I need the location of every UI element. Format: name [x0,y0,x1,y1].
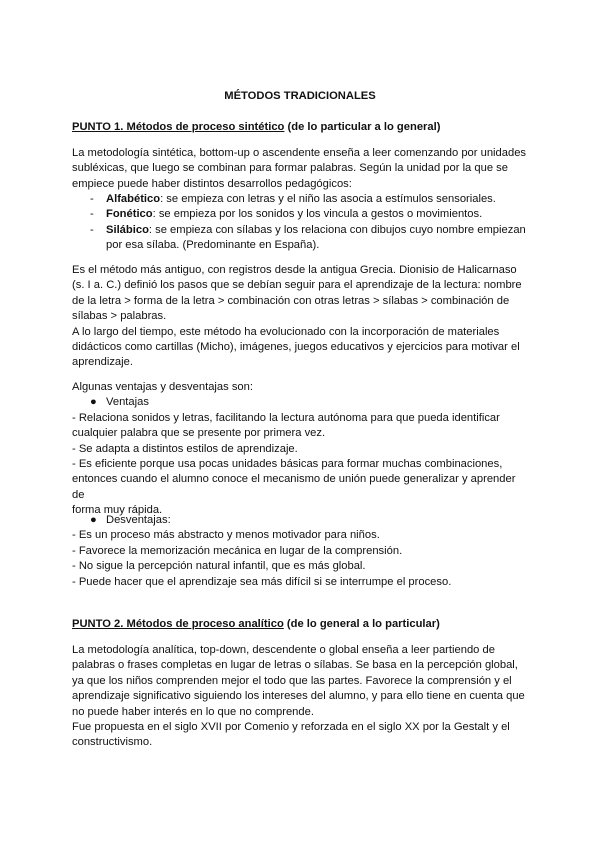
text-line: (s. I a. C.) definió los pasos que se debían seguir para el aprendizaje de la lectura: nombre [72,279,522,292]
punto1-history [72,263,528,371]
desventajas-section [72,513,528,590]
method-desc-cont: por esa sílaba. (Predominante en España). [106,239,320,252]
page-title: MÉTODOS TRADICIONALES [224,90,376,102]
bullet-icon: ● [90,396,97,409]
text-line: Es el método más antiguo, con registros desde la antigua Grecia. Dionisio de Halicarnaso [72,264,517,276]
text-line: entonces cuando el alumno conoce el mecanismo de unión puede generalizar y aprender de [72,473,516,501]
text-line: La metodología sintética, bottom-up o ascendente enseña a leer comenzando por unidades [72,147,527,159]
method-name: Silábico [106,223,149,236]
text-line: ya que los niños comprenden mejor el todo que las partes. Favorece la comprensión y el [72,674,512,687]
text-line: sílabas > palabras. [72,310,167,323]
method-name: Fonético [106,208,153,221]
list-item [72,207,528,222]
bullet-icon: ● [90,514,97,526]
text-line: - Favorece la memorización mecánica en lugar de la comprensión. [72,544,403,557]
text-line: La metodología analítica, top-down, descendente o global enseña a leer partiendo de [72,644,495,656]
text-line: cualquier palabra que se presente por primera vez. [72,427,326,440]
punto2-body [72,643,528,751]
text-line: aprendizaje significativo siguiendo los intereses del alumno, y para ello tiene en cuenta que [72,690,525,703]
desventajas-label: ● Desventajas: [72,513,528,528]
method-desc: : se empieza con sílabas y los relaciona con dibujos cuyo nombre empiezan [148,223,526,236]
punto2-heading-sub: (de lo general a lo particular) [283,618,440,630]
text-line: aprendizaje. [72,356,133,369]
text-line: Fue propuesta en el siglo XVII por Comenio y reforzada en el siglo XX por la Gestalt y el [72,721,510,734]
ventajas-label: ● Ventajas [72,395,528,410]
text-line: - Se adapta a distintos estilos de aprendizaje. [72,442,298,455]
punto1-heading-main: PUNTO 1. Métodos de proceso sintético [72,121,285,133]
text-line: - Es eficiente porque usa pocas unidades básicas para formar muchas combinaciones, [72,458,503,471]
punto1-heading-sub: (de lo particular a lo general) [284,121,441,133]
dash-icon: - [90,193,94,205]
dash-icon: - [90,208,94,221]
punto1-heading [72,120,440,135]
text-line: no puede haber interés en lo que no comprende. [72,705,314,718]
text-line: - Relaciona sonidos y letras, facilitando la lectura autónoma para que pueda identificar [72,411,500,424]
pros-cons-intro: Algunas ventajas y desventajas son: [72,381,253,393]
list-item [72,223,528,254]
method-name: Alfabético [106,193,161,205]
methods-list [72,192,528,254]
text-line: A lo largo del tiempo, este método ha evolucionado con la incorporación de materiales [72,325,500,338]
punto1-intro [72,146,528,192]
text-line: empiece puede haber distintos desarrollos pedagógicos: [72,177,352,190]
list-item [72,192,528,207]
text-line: didácticos como cartillas (Micho), imágenes, juegos educativos y ejercicios para motivar el [72,341,520,354]
text-line: - No sigue la percepción natural infantil, que es más global. [72,560,366,573]
text-line: constructivismo. [72,736,153,749]
text-line: palabras o frases completas en lugar de letras o sílabas. Se basa en la percepción global, [72,659,518,672]
text-line: de la letra > forma de la letra > combinación con otras letras > sílabas > combinación de [72,294,510,307]
dash-icon: - [90,223,94,236]
method-desc: : se empieza por los sonidos y los vincula a gestos o movimientos. [152,208,483,221]
pros-cons [72,380,528,519]
punto2-heading-main: PUNTO 2. Métodos de proceso analítico [72,618,284,630]
text-line: forma muy rápida. [72,504,163,517]
method-desc: : se empieza con letras y el niño las asocia a estímulos sensoriales. [160,193,496,205]
text-line: subléxicas, que luego se combinan para formar palabras. Según la unidad por la que se [72,162,508,175]
text-line: - Es un proceso más abstracto y menos motivador para niños. [72,529,380,542]
text-line: - Puede hacer que el aprendizaje sea más difícil si se interrumpe el proceso. [72,575,452,588]
punto2-heading [72,617,440,632]
